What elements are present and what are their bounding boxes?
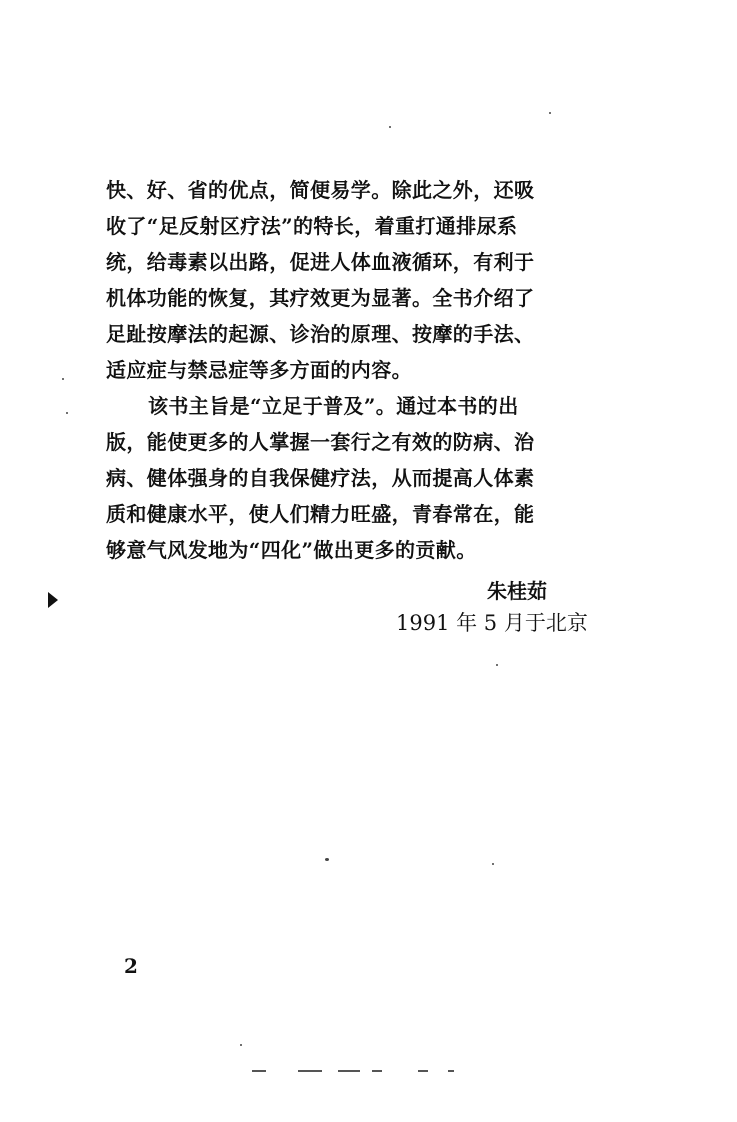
date-line: 1991 年 5 月于北京 [396,611,588,635]
paragraph-2-line: 够意气风发地为“四化”做出更多的贡献。 [106,538,477,562]
scan-artifact [372,1070,382,1072]
page-number: 2 [124,954,138,978]
paragraph-1-line: 适应症与禁忌症等多方面的内容。 [106,358,412,382]
paragraph-2-line: 该书主旨是“立足于普及”。通过本书的出 [148,394,519,418]
body-text [106,172,592,568]
scan-artifact [338,1070,360,1072]
paragraph-1-line: 收了“足反射区疗法”的特长，着重打通排尿系 [106,214,518,238]
author-signature: 朱桂茹 [487,579,547,603]
scan-artifact [298,1070,322,1072]
scan-speck [325,858,329,861]
triangle-marker-icon [48,592,58,608]
paragraph-1-line: 快、好、省的优点，简便易学。除此之外，还吸 [106,178,535,202]
scan-speck [240,1044,242,1046]
scan-speck [62,378,64,380]
scan-artifact [418,1070,428,1072]
scan-speck [66,412,68,414]
scan-artifact [252,1070,266,1072]
paragraph-1-line: 统，给毒素以出路，促进人体血液循环，有利于 [106,250,535,274]
scan-speck [492,863,494,865]
paragraph-1-line: 机体功能的恢复，其疗效更为显著。全书介绍了 [106,286,535,310]
scan-speck [496,664,498,666]
paragraph-1-line: 足趾按摩法的起源、诊治的原理、按摩的手法、 [106,322,535,346]
scan-artifact [448,1070,454,1072]
scan-speck [549,112,551,114]
paragraph-2-line: 质和健康水平，使人们精力旺盛，青春常在，能 [106,502,535,526]
scan-speck [389,126,391,128]
paragraph-2-line: 病、健体强身的自我保健疗法，从而提高人体素 [106,466,535,490]
paragraph-2-line: 版，能使更多的人掌握一套行之有效的防病、治 [106,430,535,454]
